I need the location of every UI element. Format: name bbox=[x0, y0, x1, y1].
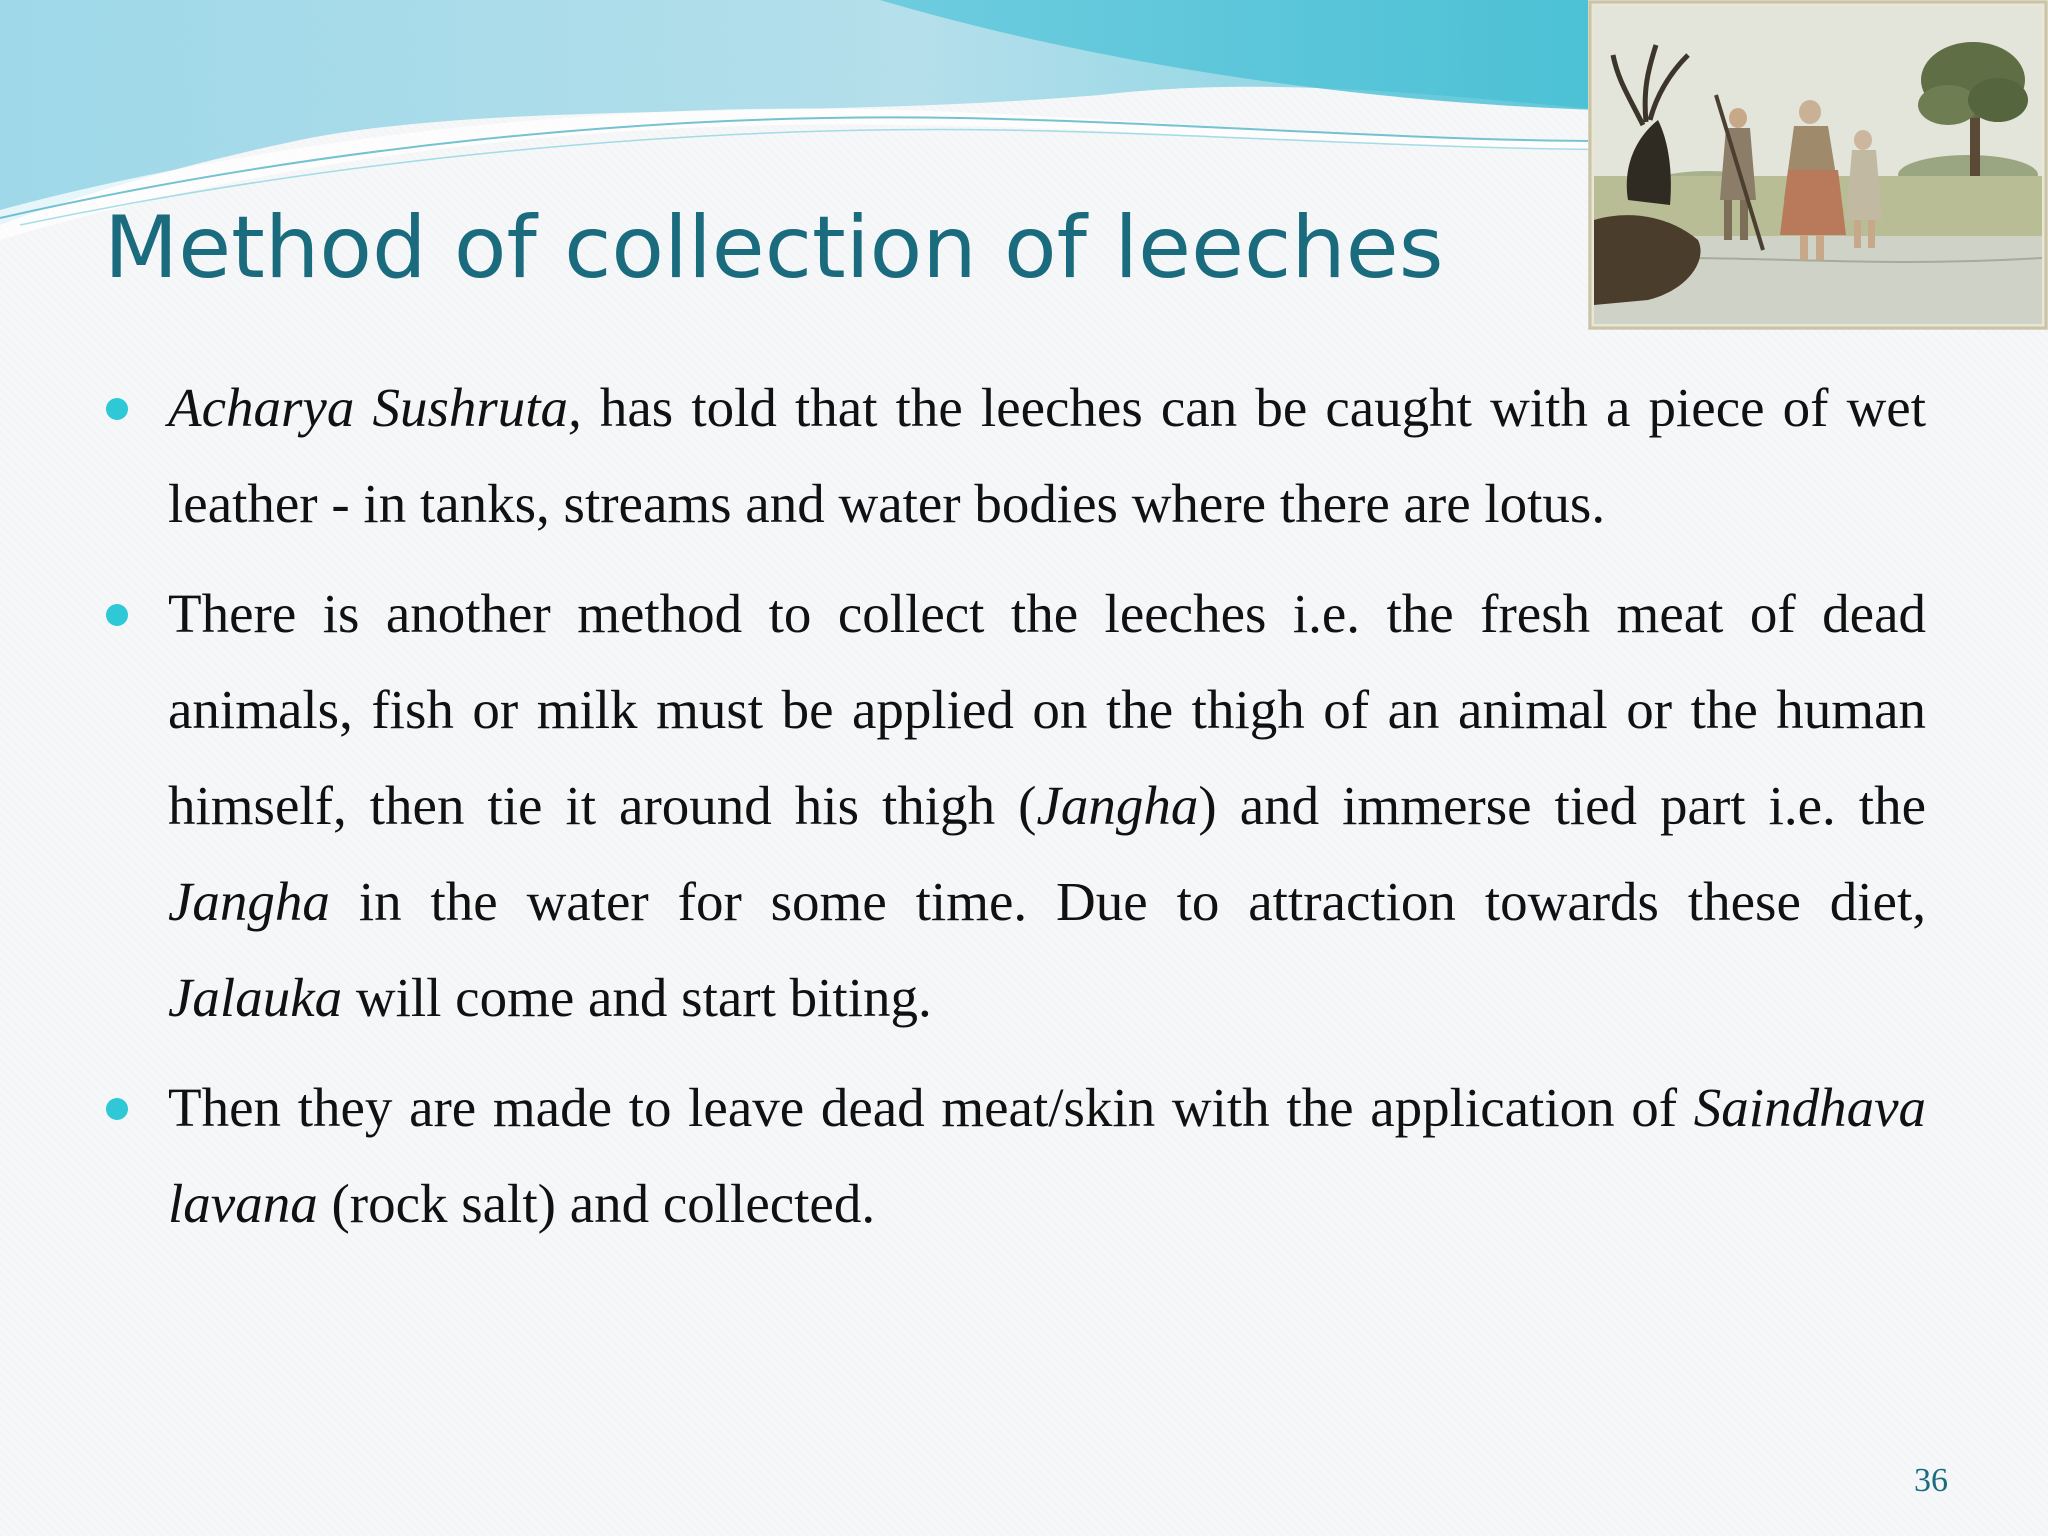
bullet-item bbox=[104, 1060, 1926, 1252]
bullet-text: has told that the leeches can be caught with a piece of wet leather - in tanks, streams and water bodies where there are lotus. bbox=[168, 377, 1926, 534]
bullet-text: (rock salt) and collected. bbox=[317, 1173, 876, 1234]
bullet-dot-icon bbox=[106, 604, 128, 626]
bullet-text: Then they are made to leave dead meat/skin with the application of bbox=[168, 1077, 1694, 1138]
leech-gatherers-illustration bbox=[1588, 0, 2048, 330]
italic-term: Jangha bbox=[1036, 775, 1199, 836]
italic-term: Saindhava lavana bbox=[168, 1077, 1926, 1234]
bullet-item bbox=[104, 360, 1926, 552]
bullet-list bbox=[104, 360, 1926, 1266]
italic-term: Acharya Sushruta, bbox=[168, 377, 582, 438]
bullet-text: will come and start biting. bbox=[342, 967, 932, 1028]
bullet-dot-icon bbox=[106, 1098, 128, 1120]
bullet-text: ) and immerse tied part i.e. the bbox=[1198, 775, 1926, 836]
bullet-text: in the water for some time. Due to attraction towards these diet, bbox=[329, 871, 1926, 932]
bullet-item bbox=[104, 566, 1926, 1046]
italic-term: Jangha bbox=[168, 871, 330, 932]
page-number: 36 bbox=[1914, 1462, 1948, 1499]
bullet-text: There is another method to collect the leeches i.e. the fresh meat of dead animals, fish or milk must be applied on the thigh of an animal or the human himself, then tie it around his thigh ( bbox=[168, 583, 1926, 836]
italic-term: Jalauka bbox=[168, 967, 343, 1028]
bullet-dot-icon bbox=[106, 398, 128, 420]
slide-title: Method of collection of leeches bbox=[104, 198, 1444, 298]
